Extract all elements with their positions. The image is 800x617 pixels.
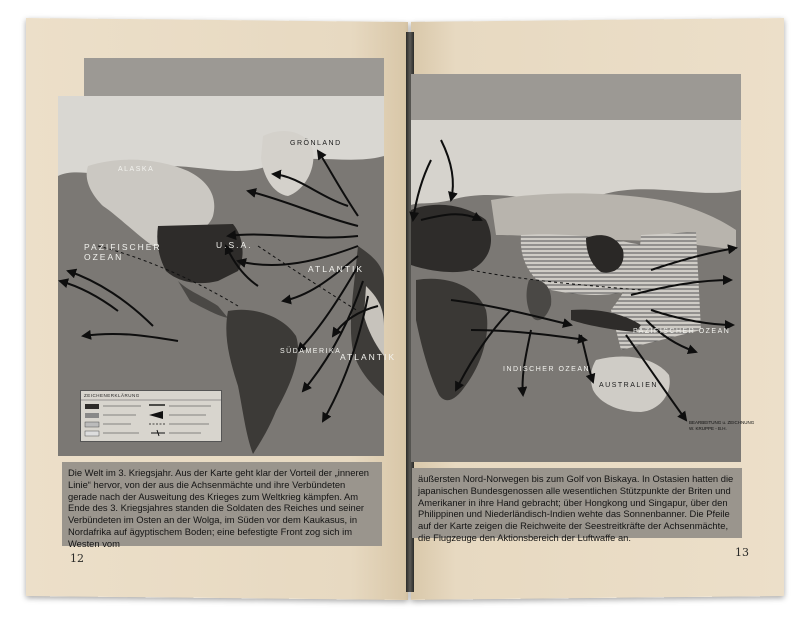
label-alaska: ALASKA — [118, 166, 155, 173]
label-groenland: GRÖNLAND — [290, 140, 342, 147]
map-credit: BEARBEITUNG u. ZEICHNUNG W. KRUPPE - B.H. — [689, 420, 755, 431]
caption-left — [62, 462, 382, 549]
page-number-left: 12 — [70, 552, 84, 565]
label-pazifischer-ozean-west: PAZIFISCHER OZEAN — [84, 242, 162, 262]
label-australien: AUSTRALIEN — [599, 382, 658, 389]
label-pazifischer-ozean-east: PAZIFISCHER OZEAN — [633, 328, 731, 335]
legend-title: ZEICHENERKLÄRUNG — [84, 393, 140, 398]
label-indischer-ozean: INDISCHER OZEAN — [503, 366, 591, 373]
caption-left-text: Die Welt im 3. Kriegsjahr. Aus der Karte geht klar der Vorteil der „inneren Linie“ hervor, von der aus die Achsenmächte und ihre Verbündeten gerade nach der Ausweitung des Krieges zum Weltkrieg kämpfen. Am Ende des 3. Kriegsjahres standen die Soldaten des Reiches und seiner Verbündeten im Osten an der Wolga, im Süden vor dem Kaukasus, in Nordafrika auf ägyptischem Boden; eine befestigte Front zog sich im Westen vom — [68, 467, 370, 549]
page-number-right: 13 — [735, 546, 749, 559]
caption-right-text: äußersten Nord-Norwegen bis zum Golf von Biskaya. In Ostasien hatten die japanischen Bundesgenossen alle wesentlichen Stützpunkte der Briten und Amerikaner in ihre Hand gebracht; über Hongkong und Singapur, über den Philippinen und Niederländisch-Indien wehte das Sonnenbanner. Die Pfeile auf der Karte zeigen die Reichweite der Seestreitkräfte der Achsenmächte, die Flugzeuge den Aktionsbereich der Luftwaffe an. — [418, 473, 734, 543]
caption-right — [412, 468, 742, 543]
label-atlantik-south: ATLANTIK — [340, 352, 396, 362]
map-drawing-right — [411, 120, 741, 462]
label-suedamerika: SÜDAMERIKA — [280, 348, 342, 355]
label-usa: U.S.A. — [216, 240, 253, 250]
world-map-right — [411, 120, 755, 462]
label-atlantik-north: ATLANTIK — [308, 264, 364, 274]
header-band-right — [411, 74, 741, 122]
map-legend — [80, 390, 222, 442]
legend-symbols — [81, 391, 221, 441]
header-band-left — [84, 58, 384, 98]
world-map-left — [58, 96, 396, 456]
